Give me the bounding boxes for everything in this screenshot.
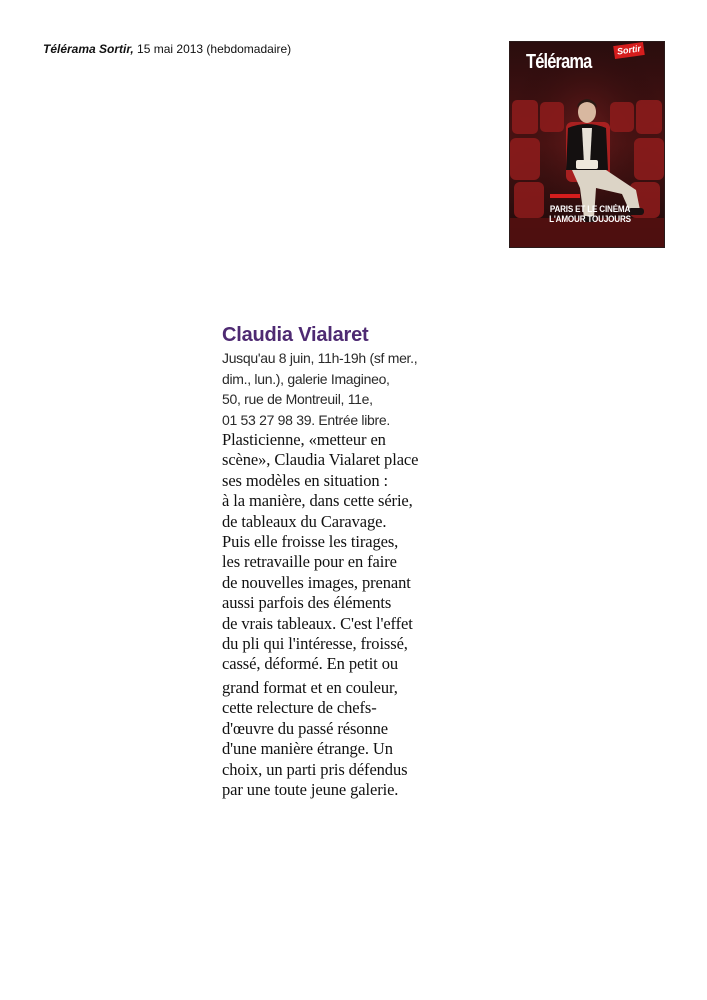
body-line: Plasticienne, «metteur en [222,430,386,449]
publication-date: 15 mai 2013 (hebdomadaire) [133,42,292,56]
body-line: de vrais tableaux. C'est l'effet [222,613,413,633]
body-line: d'œuvre du passé résonne [222,718,388,738]
cover-masthead: Télérama [526,51,592,73]
body-line: Puis elle froisse les tirages, [222,532,399,552]
source-citation [43,42,291,56]
body-line: à la manière, dans cette série, [222,491,413,511]
cover-headline-line-2: L'AMOUR TOUJOURS [549,214,631,224]
body-line: cassé, déformé. En petit ou [222,654,398,674]
body-line: de nouvelles images, prenant [222,572,411,592]
info-line: Jusqu'au 8 juin, 11h-19h (sf mer., [222,350,418,366]
body-line: scène», Claudia Vialaret place [222,450,419,470]
article [222,322,482,800]
article-body [222,430,482,800]
body-line: cette relecture de chefs- [222,698,377,718]
cover-sortir-badge: Sortir [613,42,645,59]
info-line: 50, rue de Montreuil, 11e, [222,391,373,407]
cover-headline-line-1: PARIS ET LE CINÉMA [549,204,631,214]
body-line: aussi parfois des éléments [222,593,392,613]
body-line: choix, un parti pris défendus [222,759,408,779]
body-line: de tableaux du Caravage. [222,511,387,531]
exhibition-info [222,348,482,430]
article-title: Claudia Vialaret [222,324,369,346]
publication-name: Télérama Sortir, [43,42,134,56]
body-line: ses modèles en situation : [222,470,389,490]
magazine-cover [510,42,664,247]
cover-headline [536,204,644,224]
body-line: les retravaille pour en faire [222,552,397,572]
info-line: 01 53 27 98 39. Entrée libre. [222,411,390,428]
info-line: dim., lun.), galerie Imagineo, [222,370,390,387]
body-line: du pli qui l'intéresse, froissé, [222,634,408,654]
body-line: d'une manière étrange. Un [222,739,393,759]
body-line: par une toute jeune galerie. [222,779,399,799]
body-line: grand format et en couleur, [222,677,398,697]
